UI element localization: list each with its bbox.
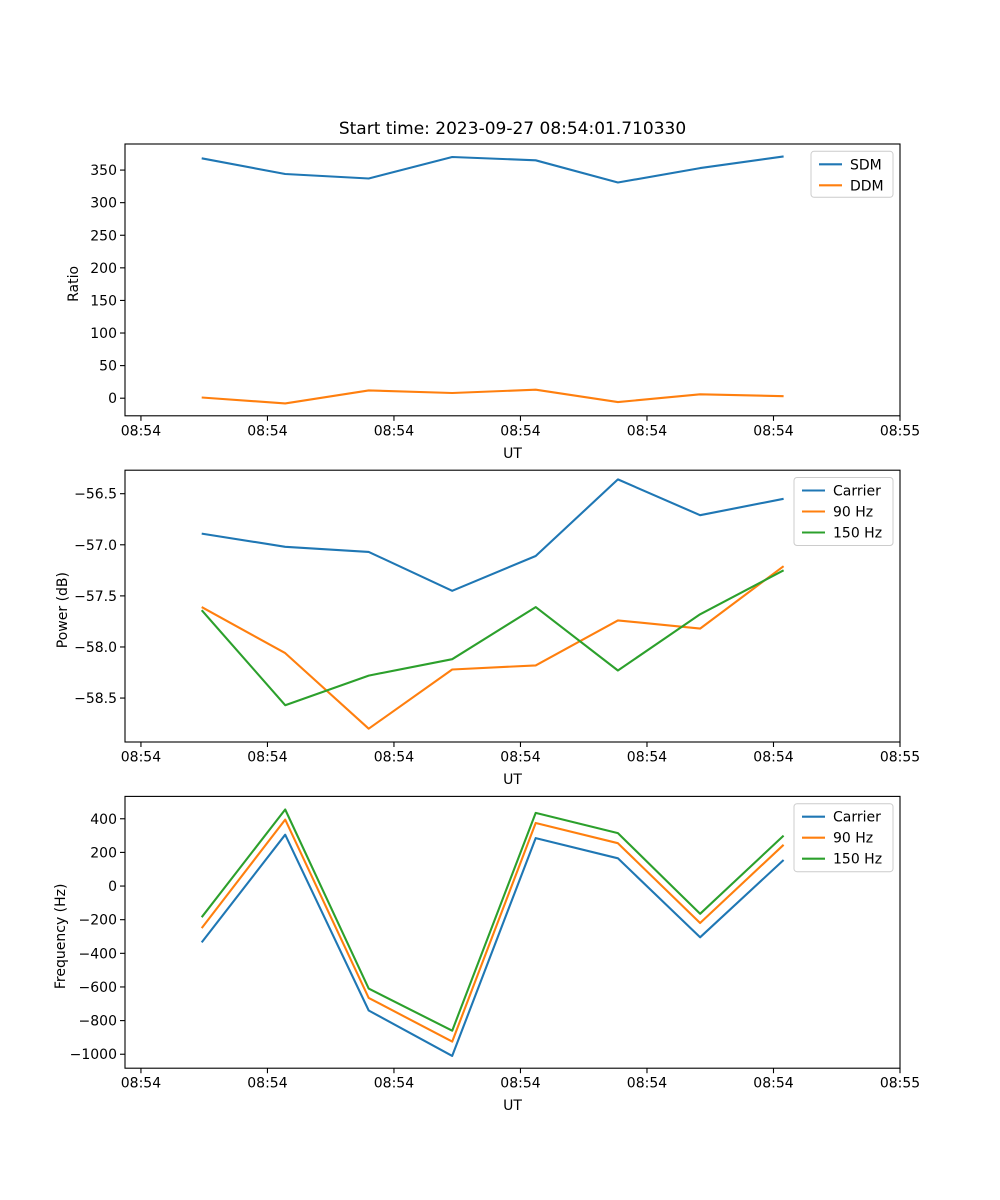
series-line-150-hz	[202, 570, 784, 705]
series-line-carrier	[202, 835, 784, 1056]
x-tick-label: 08:54	[753, 1075, 794, 1092]
y-tick-label: 300	[90, 195, 117, 212]
x-tick-label: 08:55	[879, 423, 921, 440]
y-tick-label: −57.0	[74, 537, 117, 554]
legend-label-sdm: SDM	[850, 157, 882, 174]
x-tick-label: 08:55	[879, 749, 921, 766]
legend-label-carrier: Carrier	[833, 483, 881, 500]
y-axis-label: Frequency (Hz)	[53, 883, 69, 990]
axes-spines	[125, 144, 900, 416]
y-tick-label: −1000	[69, 1047, 117, 1064]
y-tick-label: 400	[90, 811, 117, 828]
y-tick-label: 0	[108, 391, 117, 408]
axes-spines	[125, 796, 900, 1068]
y-tick-label: 200	[90, 845, 117, 862]
legend-label-150-hz: 150 Hz	[833, 525, 883, 542]
y-axis-label: Power (dB)	[55, 571, 71, 649]
y-tick-label: −600	[78, 979, 117, 996]
x-tick-label: 08:55	[879, 1075, 921, 1092]
y-tick-label: −58.5	[74, 691, 117, 708]
x-tick-label: 08:54	[120, 423, 162, 440]
y-tick-label: −800	[78, 1013, 117, 1030]
x-tick-label: 08:54	[120, 749, 162, 766]
y-tick-label: 50	[99, 358, 117, 375]
x-tick-label: 08:54	[500, 749, 541, 766]
series-line-ddm	[202, 390, 784, 404]
x-tick-label: 08:54	[626, 1075, 668, 1092]
y-tick-label: −56.5	[74, 486, 117, 503]
y-tick-label: 100	[90, 326, 117, 343]
y-axis-label: Ratio	[66, 265, 82, 302]
y-tick-label: −57.5	[74, 588, 117, 605]
x-tick-label: 08:54	[120, 1075, 162, 1092]
x-axis-label: UT	[503, 1098, 522, 1115]
x-tick-label: 08:54	[247, 749, 288, 766]
x-tick-label: 08:54	[247, 1075, 288, 1092]
x-tick-label: 08:54	[626, 423, 668, 440]
legend-label-carrier: Carrier	[833, 809, 881, 826]
x-axis-label: UT	[503, 445, 522, 462]
y-tick-label: 150	[90, 293, 117, 310]
series-line-sdm	[202, 156, 784, 182]
y-tick-label: −58.0	[74, 639, 117, 656]
x-tick-label: 08:54	[753, 749, 794, 766]
x-axis-label: UT	[503, 772, 522, 788]
legend-label-90-hz: 90 Hz	[833, 504, 874, 521]
series-line-90-hz	[202, 820, 784, 1042]
x-tick-label: 08:54	[373, 423, 415, 440]
y-tick-label: 0	[108, 879, 117, 896]
legend-label-150-hz: 150 Hz	[833, 851, 883, 868]
x-tick-label: 08:54	[373, 749, 415, 766]
y-tick-label: 350	[90, 163, 117, 180]
x-tick-label: 08:54	[247, 423, 288, 440]
figure-title: Start time: 2023-09-27 08:54:01.710330	[338, 119, 687, 139]
x-tick-label: 08:54	[373, 1075, 415, 1092]
legend-label-ddm: DDM	[850, 178, 884, 195]
y-tick-label: −200	[78, 912, 117, 929]
legend-label-90-hz: 90 Hz	[833, 830, 874, 847]
axes-1	[66, 144, 920, 462]
x-tick-label: 08:54	[500, 1075, 541, 1092]
x-tick-label: 08:54	[626, 749, 668, 766]
x-tick-label: 08:54	[753, 423, 794, 440]
axes-3	[53, 796, 920, 1114]
x-tick-label: 08:54	[500, 423, 541, 440]
axes-spines	[125, 470, 900, 742]
axes-2	[55, 470, 920, 788]
y-tick-label: −400	[78, 946, 117, 963]
series-line-carrier	[202, 479, 784, 590]
y-tick-label: 250	[90, 228, 117, 245]
y-tick-label: 200	[90, 260, 117, 277]
